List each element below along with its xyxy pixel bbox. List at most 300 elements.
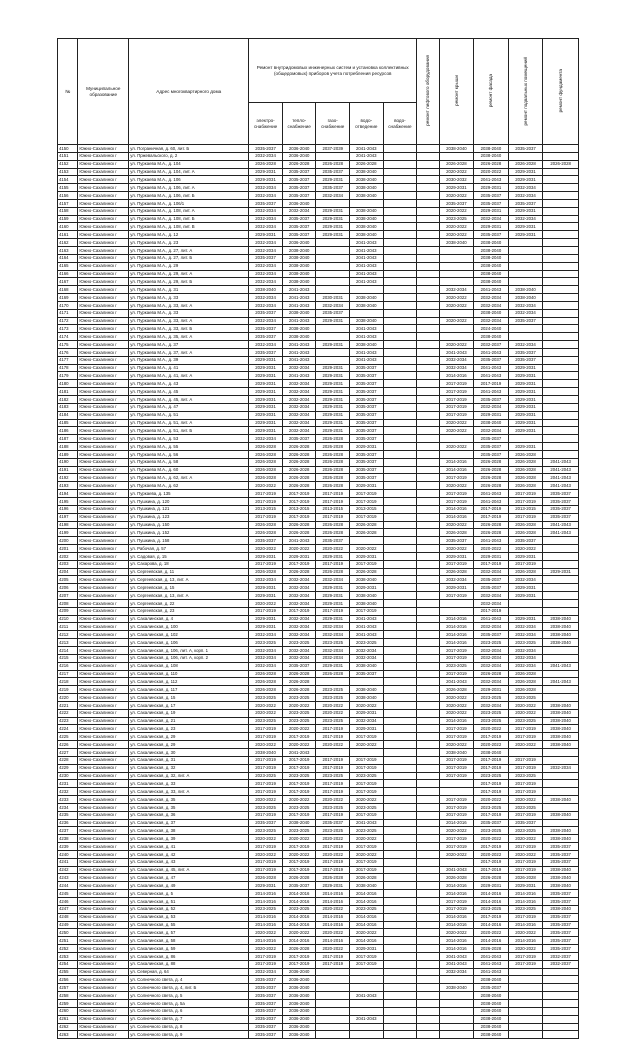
- lift-cell: [417, 725, 439, 733]
- year-range-cell: 2017-2019: [474, 866, 509, 874]
- year-range-cell: [383, 348, 417, 356]
- lift-cell: [417, 372, 439, 380]
- year-range-cell: [543, 199, 579, 207]
- year-range-cell: 2035-2037: [508, 356, 543, 364]
- row-number-cell: 4151: [58, 152, 78, 160]
- year-range-cell: 2017-2019: [474, 756, 509, 764]
- year-range-cell: 2036-2040: [282, 984, 316, 992]
- table-row: [58, 576, 579, 584]
- year-range-cell: 2038-2040: [474, 254, 509, 262]
- row-number-cell: 4171: [58, 309, 78, 317]
- municipality-cell: Южно-Сахалинск г: [78, 623, 129, 631]
- address-cell: ул. Сахалинская, д. 57: [129, 929, 249, 937]
- municipality-cell: Южно-Сахалинск г: [78, 905, 129, 913]
- table-row: [58, 223, 579, 231]
- year-range-cell: [383, 647, 417, 655]
- year-range-cell: 2029-2031: [508, 396, 543, 404]
- table-row: [58, 937, 579, 945]
- year-range-cell: [439, 599, 474, 607]
- lift-cell: [417, 411, 439, 419]
- year-range-cell: 2023-2025: [316, 717, 350, 725]
- year-range-cell: 2030-2031: [316, 294, 350, 302]
- year-range-cell: 2041-2043: [350, 262, 384, 270]
- row-number-cell: 4155: [58, 184, 78, 192]
- table-row: [58, 262, 579, 270]
- address-cell: ул. Пуркаева М.А., д. 43: [129, 380, 249, 388]
- year-range-cell: 2035-2037: [282, 662, 316, 670]
- lift-cell: [417, 811, 439, 819]
- row-number-cell: 4160: [58, 223, 78, 231]
- lift-cell: [417, 176, 439, 184]
- year-range-cell: 2020-2022: [508, 545, 543, 553]
- year-range-cell: 2014-2016: [350, 921, 384, 929]
- address-cell: ул. Сахалинская, д. 112: [129, 678, 249, 686]
- year-range-cell: 2032-2034: [474, 662, 509, 670]
- year-range-cell: 2038-2040: [282, 333, 316, 341]
- year-range-cell: 2026-2028: [282, 521, 316, 529]
- lift-cell: [417, 1007, 439, 1015]
- year-range-cell: 2020-2022: [439, 850, 474, 858]
- row-number-cell: 4217: [58, 670, 78, 678]
- year-range-cell: [383, 152, 417, 160]
- lift-cell: [417, 960, 439, 968]
- year-range-cell: 2038-2040: [474, 1031, 509, 1039]
- year-range-cell: 2032-2037: [543, 952, 579, 960]
- year-range-cell: 2041-2043: [282, 286, 316, 294]
- lift-cell: [417, 788, 439, 796]
- year-range-cell: 2014-2016: [439, 717, 474, 725]
- table-row: [58, 215, 579, 223]
- year-range-cell: [508, 1015, 543, 1023]
- year-range-cell: 2023-2025: [316, 639, 350, 647]
- year-range-cell: [543, 992, 579, 1000]
- year-range-cell: 2035-2037: [350, 380, 384, 388]
- address-cell: ул. Сергеевская, д. 22: [129, 599, 249, 607]
- year-range-cell: [383, 843, 417, 851]
- municipality-cell: Южно-Сахалинск г: [78, 301, 129, 309]
- table-row: [58, 945, 579, 953]
- table-row: [58, 294, 579, 302]
- table-row: [58, 278, 579, 286]
- year-range-cell: 2014-2016: [439, 913, 474, 921]
- year-range-cell: 2026-2028: [474, 670, 509, 678]
- year-range-cell: 2041-2043: [543, 678, 579, 686]
- year-range-cell: 2038-2040: [543, 827, 579, 835]
- year-range-cell: 2023-2025: [350, 905, 384, 913]
- year-range-cell: 2029-2031: [439, 552, 474, 560]
- year-range-cell: 2017-2019: [439, 592, 474, 600]
- table-row: [58, 341, 579, 349]
- lift-cell: [417, 482, 439, 490]
- year-range-cell: [383, 1031, 417, 1039]
- year-range-cell: 2026-2028: [474, 874, 509, 882]
- table-row: [58, 1031, 579, 1039]
- year-range-cell: 2020-2022: [316, 905, 350, 913]
- year-range-cell: [383, 450, 417, 458]
- lift-cell: [417, 537, 439, 545]
- year-range-cell: 2014-2016: [439, 372, 474, 380]
- year-range-cell: 2020-2022: [282, 701, 316, 709]
- year-range-cell: [350, 1023, 384, 1031]
- year-range-cell: 2032-2037: [543, 960, 579, 968]
- table-row: [58, 733, 579, 741]
- year-range-cell: 2014-2016: [474, 921, 509, 929]
- year-range-cell: [439, 270, 474, 278]
- year-range-cell: 2017-2019: [282, 490, 316, 498]
- year-range-cell: 2032-2034: [508, 301, 543, 309]
- year-range-cell: 2017-2019: [282, 513, 316, 521]
- year-range-cell: [383, 803, 417, 811]
- municipality-cell: Южно-Сахалинск г: [78, 278, 129, 286]
- table-row: [58, 874, 579, 882]
- lift-cell: [417, 341, 439, 349]
- year-range-cell: 2026-2028: [439, 529, 474, 537]
- year-range-cell: [543, 223, 579, 231]
- municipality-cell: Южно-Сахалинск г: [78, 419, 129, 427]
- year-range-cell: 2020-2022: [282, 850, 316, 858]
- year-range-cell: 2017-2019: [439, 811, 474, 819]
- year-range-cell: 2026-2028: [508, 678, 543, 686]
- year-range-cell: 2017-2019: [508, 780, 543, 788]
- year-range-cell: [383, 827, 417, 835]
- year-range-cell: 2038-2040: [350, 301, 384, 309]
- municipality-cell: Южно-Сахалинск г: [78, 929, 129, 937]
- year-range-cell: [543, 286, 579, 294]
- row-number-cell: 4194: [58, 490, 78, 498]
- lift-cell: [417, 199, 439, 207]
- year-range-cell: [383, 678, 417, 686]
- year-range-cell: 2030-2032: [439, 176, 474, 184]
- lift-cell: [417, 905, 439, 913]
- year-range-cell: 2032-2034: [249, 631, 283, 639]
- year-range-cell: 2014-2016: [474, 898, 509, 906]
- year-range-cell: 2041-2043: [543, 529, 579, 537]
- year-range-cell: 2017-2019: [439, 647, 474, 655]
- address-cell: ул. Солнечного света, д. 5а: [129, 999, 249, 1007]
- lift-cell: [417, 733, 439, 741]
- year-range-cell: 2017-2019: [282, 952, 316, 960]
- address-cell: ул. Сергеевская, д. 11: [129, 568, 249, 576]
- year-range-cell: 2038-2040: [474, 152, 509, 160]
- address-cell: ул. Солнечного света, д. 8: [129, 1023, 249, 1031]
- year-range-cell: 2035-2037: [508, 819, 543, 827]
- year-range-cell: 2032-2034: [249, 662, 283, 670]
- year-range-cell: 2035-2037: [249, 992, 283, 1000]
- year-range-cell: 2029-2031: [474, 184, 509, 192]
- table-row: [58, 199, 579, 207]
- municipality-cell: Южно-Сахалинск г: [78, 921, 129, 929]
- municipality-cell: Южно-Сахалинск г: [78, 796, 129, 804]
- municipality-cell: Южно-Сахалинск г: [78, 474, 129, 482]
- address-cell: ул. Пушкина, д. 150: [129, 521, 249, 529]
- year-range-cell: [383, 458, 417, 466]
- year-range-cell: [383, 913, 417, 921]
- year-range-cell: 2032-2034: [282, 592, 316, 600]
- address-cell: ул. Пуркаева М.А., д. 41: [129, 364, 249, 372]
- row-number-cell: 4243: [58, 874, 78, 882]
- year-range-cell: [383, 654, 417, 662]
- municipality-cell: Южно-Сахалинск г: [78, 466, 129, 474]
- year-range-cell: 2032-2034: [316, 623, 350, 631]
- year-range-cell: [543, 231, 579, 239]
- year-range-cell: 2029-2031: [350, 552, 384, 560]
- year-range-cell: 2029-2031: [316, 176, 350, 184]
- year-range-cell: 2035-2037: [543, 850, 579, 858]
- row-number-cell: 4206: [58, 584, 78, 592]
- year-range-cell: 2020-2022: [249, 796, 283, 804]
- year-range-cell: 2041-2043: [350, 819, 384, 827]
- year-range-cell: 2041-2043: [282, 294, 316, 302]
- year-range-cell: 2013-2015: [350, 505, 384, 513]
- year-range-cell: [439, 780, 474, 788]
- address-cell: ул. Сахалинская, д. 32: [129, 764, 249, 772]
- municipality-cell: Южно-Сахалинск г: [78, 192, 129, 200]
- table-row: [58, 529, 579, 537]
- year-range-cell: [350, 976, 384, 984]
- table-row: [58, 411, 579, 419]
- address-cell: ул. Пуркаева М.А., д. 29, лит. А: [129, 270, 249, 278]
- year-range-cell: 2023-2025: [282, 772, 316, 780]
- year-range-cell: 2038-2040: [543, 796, 579, 804]
- year-range-cell: [543, 780, 579, 788]
- year-range-cell: 2017-2019: [350, 858, 384, 866]
- year-range-cell: [508, 968, 543, 976]
- municipality-cell: Южно-Сахалинск г: [78, 607, 129, 615]
- year-range-cell: 2017-2019: [439, 654, 474, 662]
- year-range-cell: 2026-2028: [249, 874, 283, 882]
- year-range-cell: 2035-2037: [474, 576, 509, 584]
- year-range-cell: 2038-2040: [350, 223, 384, 231]
- municipality-cell: Южно-Сахалинск г: [78, 1015, 129, 1023]
- year-range-cell: 2035-2037: [543, 937, 579, 945]
- year-range-cell: [383, 796, 417, 804]
- year-range-cell: [543, 254, 579, 262]
- year-range-cell: [383, 811, 417, 819]
- address-cell: ул. Пуркаева М.А., д. 106: [129, 176, 249, 184]
- lift-cell: [417, 309, 439, 317]
- address-cell: ул. Солнечного света, д. 9: [129, 1031, 249, 1039]
- table-row: [58, 168, 579, 176]
- table-row: [58, 756, 579, 764]
- year-range-cell: [543, 246, 579, 254]
- table-row: [58, 882, 579, 890]
- year-range-cell: 2026-2028: [249, 450, 283, 458]
- year-range-cell: 2036-2040: [282, 968, 316, 976]
- year-range-cell: 2017-2019: [249, 788, 283, 796]
- year-range-cell: 2029-2031: [350, 945, 384, 953]
- year-range-cell: 2020-2022: [249, 850, 283, 858]
- year-range-cell: 2017-2019: [249, 843, 283, 851]
- year-range-cell: 2020-2022: [249, 741, 283, 749]
- year-range-cell: [316, 992, 350, 1000]
- table-row: [58, 427, 579, 435]
- year-range-cell: 2023-2025: [316, 772, 350, 780]
- address-cell: ул. Сахалинская, д. 32, лит. А: [129, 772, 249, 780]
- year-range-cell: 2017-2019: [439, 670, 474, 678]
- year-range-cell: 2017-2019: [508, 490, 543, 498]
- year-range-cell: [316, 286, 350, 294]
- table-row: [58, 858, 579, 866]
- address-cell: ул. Сахалинская, д. 35: [129, 803, 249, 811]
- lift-cell: [417, 388, 439, 396]
- year-range-cell: 2026-2028: [439, 568, 474, 576]
- municipality-cell: Южно-Сахалинск г: [78, 207, 129, 215]
- year-range-cell: 2035-2037: [249, 199, 283, 207]
- year-range-cell: 2017-2019: [282, 843, 316, 851]
- row-number-cell: 4233: [58, 796, 78, 804]
- year-range-cell: 2038-2040: [543, 811, 579, 819]
- year-range-cell: 2032-2034: [474, 427, 509, 435]
- year-range-cell: 2020-2022: [249, 835, 283, 843]
- year-range-cell: 2029-2031: [474, 882, 509, 890]
- year-range-cell: 2029-2031: [474, 207, 509, 215]
- table-row: [58, 694, 579, 702]
- municipality-cell: Южно-Сахалинск г: [78, 678, 129, 686]
- year-range-cell: 2035-2037: [249, 984, 283, 992]
- lift-cell: [417, 898, 439, 906]
- lift-cell: [417, 396, 439, 404]
- col-header-foundation: ремонт фундамента: [543, 39, 579, 145]
- municipality-cell: Южно-Сахалинск г: [78, 952, 129, 960]
- year-range-cell: 2029-2031: [508, 882, 543, 890]
- year-range-cell: 2017-2019: [439, 764, 474, 772]
- year-range-cell: 2020-2022: [439, 301, 474, 309]
- year-range-cell: 2029-2031: [249, 396, 283, 404]
- year-range-cell: 2026-2028: [282, 474, 316, 482]
- year-range-cell: [439, 325, 474, 333]
- table-row: [58, 474, 579, 482]
- year-range-cell: 2017-2019: [249, 560, 283, 568]
- year-range-cell: 2026-2028: [282, 945, 316, 953]
- year-range-cell: 2038-2040: [439, 239, 474, 247]
- year-range-cell: 2035-2037: [350, 466, 384, 474]
- address-cell: ул. Пуркаева М.А., д. 51, лит. А: [129, 419, 249, 427]
- year-range-cell: 2014-2016: [316, 890, 350, 898]
- municipality-cell: Южно-Сахалинск г: [78, 788, 129, 796]
- year-range-cell: 2035-2037: [543, 513, 579, 521]
- year-range-cell: [316, 278, 350, 286]
- table-row: [58, 764, 579, 772]
- table-row: [58, 639, 579, 647]
- year-range-cell: 2032-2034: [543, 764, 579, 772]
- year-range-cell: 2035-2037: [439, 537, 474, 545]
- row-number-cell: 4262: [58, 1023, 78, 1031]
- lift-cell: [417, 521, 439, 529]
- year-range-cell: [383, 1007, 417, 1015]
- year-range-cell: 2026-2028: [474, 521, 509, 529]
- year-range-cell: 2017-2019: [439, 772, 474, 780]
- year-range-cell: 2029-2031: [439, 584, 474, 592]
- year-range-cell: 2020-2022: [439, 223, 474, 231]
- year-range-cell: 2041-2043: [474, 388, 509, 396]
- municipality-cell: Южно-Сахалинск г: [78, 670, 129, 678]
- year-range-cell: [543, 1007, 579, 1015]
- year-range-cell: [350, 984, 384, 992]
- year-range-cell: 2041-2043: [282, 372, 316, 380]
- year-range-cell: 2029-2031: [249, 419, 283, 427]
- table-row: [58, 152, 579, 160]
- year-range-cell: [383, 694, 417, 702]
- row-number-cell: 4248: [58, 913, 78, 921]
- address-cell: ул. Сахалинская, д. 15: [129, 694, 249, 702]
- row-number-cell: 4242: [58, 866, 78, 874]
- year-range-cell: 2036-2040: [282, 1031, 316, 1039]
- year-range-cell: [508, 325, 543, 333]
- row-number-cell: 4229: [58, 764, 78, 772]
- year-range-cell: 2032-2034: [508, 341, 543, 349]
- lift-cell: [417, 325, 439, 333]
- year-range-cell: 2026-2028: [508, 458, 543, 466]
- year-range-cell: [383, 576, 417, 584]
- year-range-cell: 2020-2022: [350, 701, 384, 709]
- year-range-cell: 2029-2031: [508, 364, 543, 372]
- table-row: [58, 686, 579, 694]
- year-range-cell: [383, 607, 417, 615]
- year-range-cell: 2038-2040: [350, 341, 384, 349]
- year-range-cell: 2032-2034: [439, 364, 474, 372]
- municipality-cell: Южно-Сахалинск г: [78, 1031, 129, 1039]
- year-range-cell: [383, 505, 417, 513]
- address-cell: ул. Пуркаева М.А., д. 62: [129, 482, 249, 490]
- year-range-cell: [316, 270, 350, 278]
- year-range-cell: [439, 1023, 474, 1031]
- year-range-cell: 2029-2031: [350, 709, 384, 717]
- year-range-cell: 2017-2019: [350, 764, 384, 772]
- year-range-cell: [508, 333, 543, 341]
- year-range-cell: [543, 592, 579, 600]
- year-range-cell: 2035-2037: [543, 505, 579, 513]
- year-range-cell: 2017-2019: [474, 913, 509, 921]
- year-range-cell: 2038-2040: [350, 294, 384, 302]
- year-range-cell: 2032-2034: [508, 576, 543, 584]
- year-range-cell: [383, 529, 417, 537]
- address-cell: ул. Сахалинская, д. 41: [129, 843, 249, 851]
- lift-cell: [417, 254, 439, 262]
- year-range-cell: 2026-2028: [282, 686, 316, 694]
- year-range-cell: 2017-2019: [316, 811, 350, 819]
- year-range-cell: [383, 239, 417, 247]
- year-range-cell: [383, 356, 417, 364]
- table-row: [58, 286, 579, 294]
- year-range-cell: [508, 246, 543, 254]
- year-range-cell: [383, 568, 417, 576]
- row-number-cell: 4247: [58, 905, 78, 913]
- year-range-cell: 2032-2034: [508, 215, 543, 223]
- year-range-cell: 2013-2015: [316, 505, 350, 513]
- year-range-cell: 2035-2037: [350, 411, 384, 419]
- table-row: [58, 545, 579, 553]
- year-range-cell: 2038-2040: [350, 599, 384, 607]
- table-row: [58, 364, 579, 372]
- address-cell: ул. Пуркаева М.А., д. 51, лит. Б: [129, 427, 249, 435]
- address-cell: ул. Солнечного света, д. 7: [129, 1015, 249, 1023]
- year-range-cell: [508, 254, 543, 262]
- year-range-cell: 2041-2043: [350, 348, 384, 356]
- row-number-cell: 4161: [58, 231, 78, 239]
- row-number-cell: 4240: [58, 850, 78, 858]
- year-range-cell: 2029-2031: [508, 176, 543, 184]
- year-range-cell: 2020-2022: [249, 709, 283, 717]
- repair-schedule-table: [57, 38, 579, 1039]
- year-range-cell: 2035-2037: [282, 168, 316, 176]
- year-range-cell: 2032-2034: [350, 654, 384, 662]
- year-range-cell: 2029-2031: [316, 341, 350, 349]
- year-range-cell: 2029-2031: [474, 411, 509, 419]
- year-range-cell: 2026-2028: [350, 529, 384, 537]
- year-range-cell: [508, 976, 543, 984]
- address-cell: ул. Рабочая, д. 57: [129, 545, 249, 553]
- address-cell: ул. Сахалинская, д. 53: [129, 913, 249, 921]
